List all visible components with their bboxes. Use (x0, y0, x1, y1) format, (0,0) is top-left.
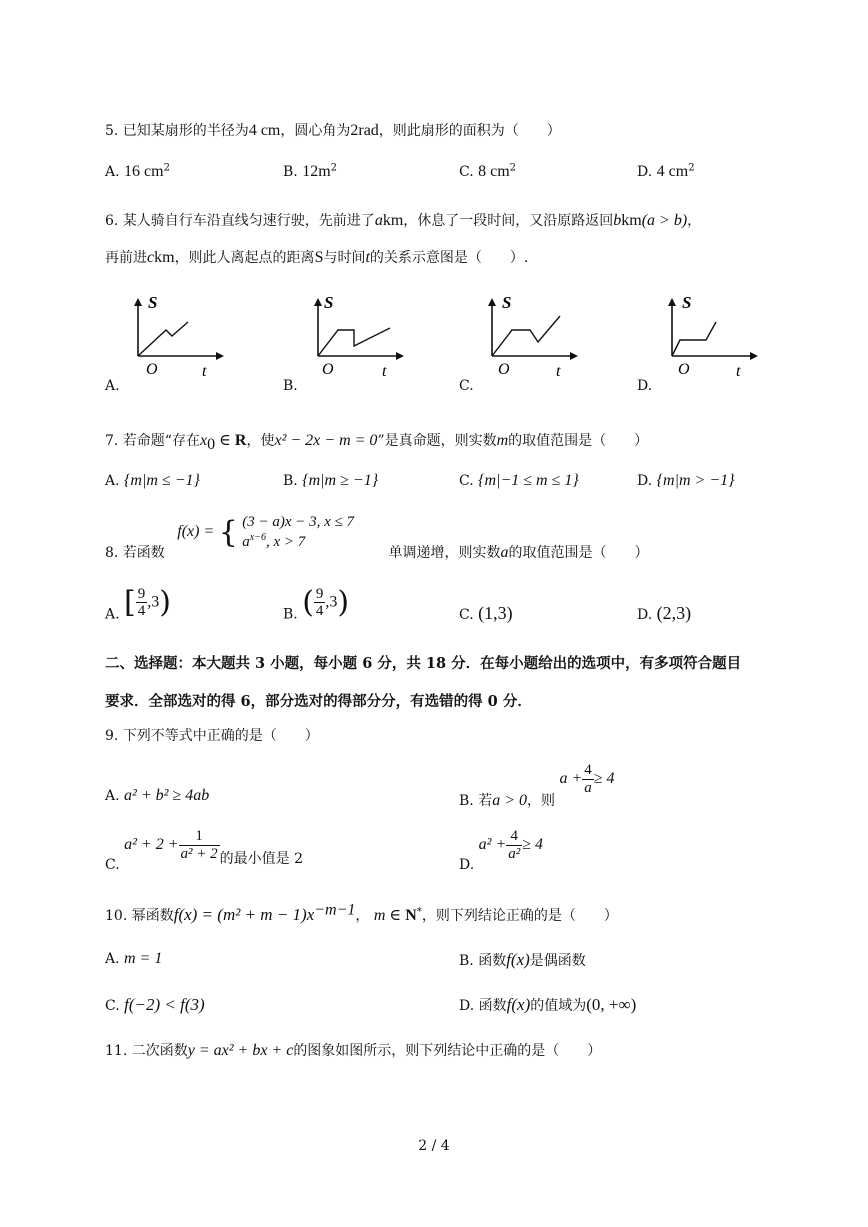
option-value: {m|m > −1} (656, 472, 735, 489)
q9-option-a (105, 787, 209, 805)
option-lhs: a + (559, 770, 583, 787)
option-rhs: ≥ 4 (593, 770, 615, 787)
option-value: {m|m ≤ −1} (124, 472, 200, 489)
q8-case2-cond: , x > 7 (265, 534, 306, 551)
question-8-stem (105, 512, 649, 562)
fraction (314, 586, 326, 620)
q5-text-b: ，圆心角为 (280, 123, 351, 139)
q7-option-d (637, 472, 735, 490)
numerator: 1 (179, 828, 220, 846)
option-value: 12m (302, 163, 331, 180)
axis-t-label: t (202, 363, 207, 380)
bracket-close: ) (337, 585, 350, 620)
q8-tail (389, 542, 649, 562)
q8-case2-base: a (242, 534, 250, 551)
option-value: 4 cm (656, 163, 689, 180)
origin-label: O (146, 361, 158, 378)
q7-option-b (283, 472, 378, 490)
q9-option-c (105, 828, 303, 873)
q6-text: ，则此人离起点的距离 (174, 250, 315, 266)
denominator: a (584, 779, 592, 796)
question-6-line1 (105, 210, 701, 230)
option-label: D. (459, 998, 475, 1014)
q6-graph-b (298, 292, 428, 382)
q6-text: ，休息了一段时间，又沿原路返回 (403, 213, 614, 229)
option-label: C. (105, 857, 120, 873)
q10-option-a (105, 950, 162, 968)
q10-option-b (459, 950, 586, 970)
question-10-stem (105, 901, 618, 925)
q6-text: ， (687, 213, 702, 229)
q7-sub: 0 (207, 435, 216, 453)
q8-option-b (283, 585, 349, 623)
q5-text-c: ，则此扇形的面积为（ ） (378, 123, 561, 139)
option-label: B. (459, 953, 474, 969)
q6-option-b-label: B. (283, 378, 298, 394)
option-text: 的值域为 (530, 998, 587, 1014)
axis-s-label: S (682, 293, 692, 312)
option-sup: 2 (163, 162, 170, 174)
option-lhs: a² + 2 + (124, 836, 179, 853)
origin-label: O (678, 361, 690, 378)
option-text: 的最小值是 2 (219, 851, 303, 867)
fraction (506, 828, 522, 862)
q6-graph-a (118, 292, 248, 382)
q6-b: b (613, 212, 622, 229)
q7-text: 的取值范围是（ ） (508, 433, 649, 449)
axis-t-label: t (382, 363, 387, 380)
axis-s-label: S (502, 293, 512, 312)
q11-text: 的图象如图所示，则下列结论中正确的是（ ） (293, 1043, 602, 1059)
q7-x: x (199, 432, 208, 449)
denominator: a² + 2 (180, 845, 218, 862)
q8-option-d (637, 603, 691, 624)
option-value: 8 cm (478, 163, 510, 180)
fraction (582, 762, 594, 796)
option-label: A. (105, 951, 120, 967)
q10-N: N (405, 907, 417, 924)
q8-f: f(x) = (177, 523, 215, 541)
option-rest: ,3 (147, 593, 160, 611)
q6-graph-d (652, 292, 782, 382)
option-label: B. (283, 473, 298, 489)
q7-text: ，使 (246, 433, 275, 449)
q10-cond: m ∈ (373, 907, 406, 924)
q5-text-a: 5. 已知某扇形的半径为 (105, 123, 249, 139)
q5-angle: 2rad (350, 122, 379, 139)
bracket-open: [ (124, 585, 136, 620)
option-text: 函数 (478, 998, 507, 1014)
option-func: f(x) (506, 950, 530, 969)
q6-option-a-label: A. (105, 378, 120, 394)
option-value: (1,3) (478, 603, 513, 623)
q6-text: 的关系示意图是（ ）. (369, 250, 529, 266)
q6-km: km (154, 249, 175, 266)
option-text: ，则 (527, 793, 555, 809)
q8-text: 8. 若函数 (105, 545, 165, 561)
q10-function: f(x) = (m² + m − 1)x (173, 905, 315, 924)
option-value: {m|m ≥ −1} (302, 472, 379, 489)
q6-option-c-label: C. (459, 378, 474, 394)
option-sup: 2 (509, 162, 517, 174)
option-value: {m|−1 ≤ m ≤ 1} (478, 472, 579, 489)
page-number: 2 / 4 (418, 1138, 450, 1154)
option-lhs: a² + (478, 836, 507, 853)
q6-text: 6. 某人骑自行车沿直线匀速行驶，先前进了 (105, 213, 375, 229)
q8-option-a (105, 585, 171, 623)
q8-case2-exp: x−6 (249, 532, 266, 544)
q10-option-c (105, 995, 205, 1015)
option-sup: 2 (330, 162, 338, 174)
q7-equation: x² − 2x − m = 0 (274, 432, 378, 449)
option-sup: 2 (688, 162, 695, 174)
option-label: B. (283, 164, 298, 180)
question-6-line2 (105, 247, 528, 267)
origin-label: O (322, 361, 334, 378)
q10-text: 10. 幂函数 (105, 908, 174, 924)
q6-S: S (314, 249, 324, 266)
q7-in: ∈ (215, 432, 235, 449)
bracket-open: ( (302, 585, 314, 620)
option-label: A. (105, 606, 120, 623)
option-rest: ,3 (325, 593, 338, 611)
q10-option-d (459, 995, 636, 1015)
q11-text: 11. 二次函数 (105, 1043, 188, 1059)
q11-function: y = ax² + bx + c (187, 1042, 294, 1059)
question-9-stem: 9. 下列不等式中正确的是（ ） (105, 728, 319, 744)
q8-a: a (500, 544, 509, 561)
numerator: 4 (506, 828, 522, 846)
q7-option-a (105, 472, 200, 490)
q7-R: R (234, 432, 247, 449)
option-label: A. (105, 473, 120, 489)
option-label: D. (637, 164, 653, 180)
q6-text: 再前进 (105, 250, 147, 266)
option-label: C. (459, 607, 474, 623)
q6-text: 与时间 (323, 250, 366, 266)
bracket-close: ) (159, 585, 171, 620)
option-label: D. (637, 473, 653, 489)
q7-text: ”是真命题，则实数 (377, 433, 497, 449)
question-7-stem (105, 430, 649, 453)
q5-option-c (459, 163, 516, 181)
q8-cases (242, 512, 354, 553)
option-cond: a > 0 (492, 792, 527, 809)
option-value: (2,3) (656, 603, 692, 623)
q6-a: a (374, 212, 383, 229)
q10-text: ，则下列结论正确的是（ ） (421, 908, 618, 924)
q8-text: 的取值范围是（ ） (508, 545, 649, 561)
q10-N-sup: * (416, 906, 422, 918)
numerator: 4 (584, 762, 592, 778)
option-label: C. (459, 473, 474, 489)
question-11-stem (105, 1040, 601, 1060)
question-5-stem (105, 120, 561, 140)
numerator: 9 (137, 585, 146, 602)
option-label: D. (637, 607, 653, 623)
q7-text: 7. 若命题“存在 (105, 433, 200, 449)
q6-option-d-label: D. (637, 378, 653, 394)
q10-exponent: −m−1 (314, 901, 356, 919)
axis-s-label: S (324, 293, 334, 312)
option-label: C. (459, 164, 474, 180)
q7-option-c (459, 472, 579, 490)
q8-piecewise (177, 512, 354, 553)
axis-s-label: S (148, 293, 158, 312)
q6-cond: (a > b) (641, 212, 688, 229)
option-value: a² + b² ≥ 4ab (124, 787, 210, 804)
q9-option-d (459, 828, 543, 873)
section-2-heading-line2: 要求．全部选对的得 6，部分选对的得部分分，有选错的得 0 分． (105, 693, 532, 710)
q8-option-c (459, 603, 513, 624)
q6-graph-c (472, 292, 602, 382)
option-rhs: ≥ 4 (522, 836, 544, 853)
q6-km: km (621, 212, 642, 229)
option-text: 若 (478, 793, 493, 809)
q5-option-a (105, 163, 170, 181)
option-label: B. (283, 606, 298, 623)
fraction (179, 828, 220, 862)
fraction (136, 586, 148, 620)
option-text: 函数 (478, 953, 507, 969)
q5-radius: 4 cm (248, 122, 281, 139)
option-label: B. (459, 793, 474, 809)
q8-brace-icon: { (218, 514, 238, 550)
q9-option-b (459, 762, 615, 810)
option-value: 16 cm (124, 163, 164, 180)
q6-km: km (382, 212, 404, 229)
denominator: 4 (315, 603, 324, 619)
section-2-heading-line1: 二、选择题：本大题共 3 小题，每小题 6 分，共 18 分．在每小题给出的选项中，有多项符合题目 (105, 655, 742, 672)
denominator: 4 (137, 603, 146, 619)
q8-case1: (3 − a)x − 3, x ≤ 7 (242, 514, 355, 530)
q6-c: c (147, 249, 155, 266)
option-label: A. (105, 164, 120, 180)
option-func: f(x) (506, 995, 531, 1014)
q8-text: 单调递增，则实数 (388, 545, 501, 561)
q7-m: m (496, 432, 509, 449)
q10-text: ， (355, 908, 370, 924)
denominator: a² (508, 845, 521, 862)
option-label: D. (459, 857, 475, 873)
q5-option-d (637, 163, 695, 181)
option-label: A. (105, 788, 120, 804)
option-text: 是偶函数 (529, 953, 586, 969)
origin-label: O (498, 361, 510, 378)
q5-option-b (283, 163, 337, 181)
option-value: f(−2) < f(3) (124, 995, 205, 1014)
q8-case2 (242, 532, 354, 552)
option-value: m = 1 (124, 950, 163, 967)
option-range: (0, +∞) (586, 995, 637, 1014)
numerator: 9 (315, 585, 324, 602)
option-label: C. (105, 998, 120, 1014)
q6-t: t (365, 249, 370, 266)
axis-t-label: t (736, 363, 741, 380)
axis-t-label: t (556, 363, 561, 380)
